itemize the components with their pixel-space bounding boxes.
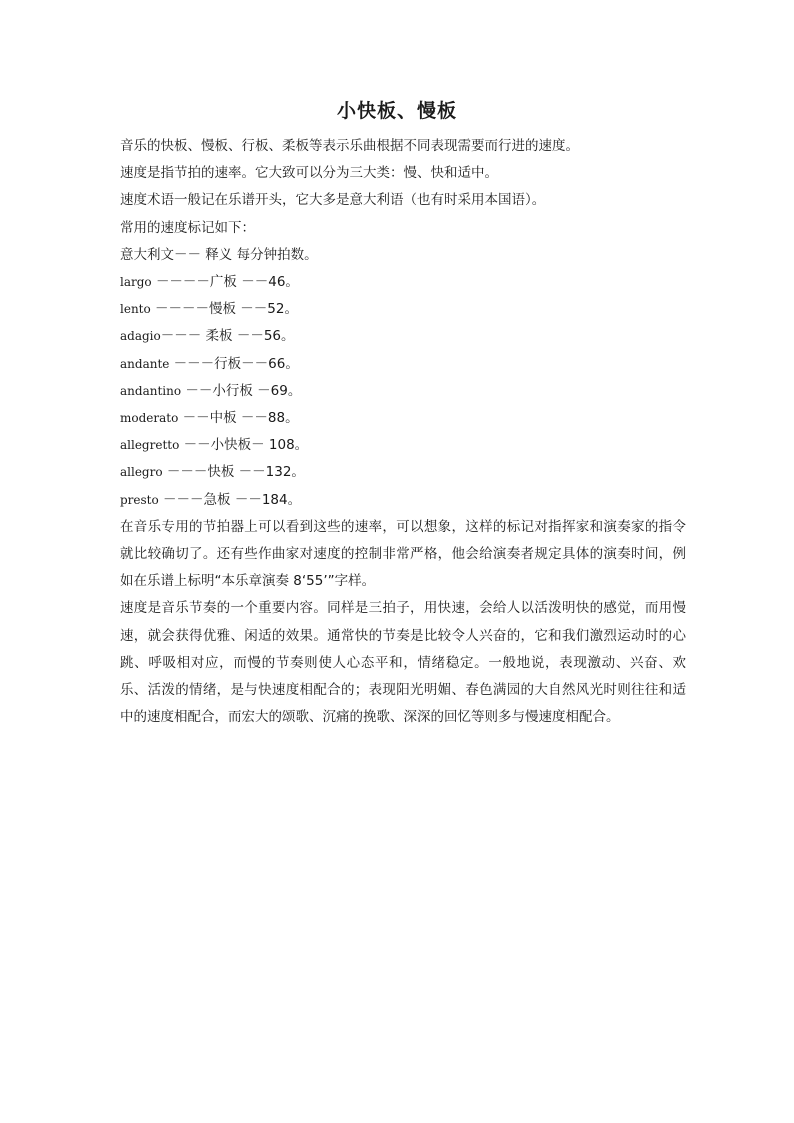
tempo-term: presto bbox=[120, 492, 159, 507]
intro-line: 速度术语一般记在乐谱开头，它大多是意大利语（也有时采用本国语）。 bbox=[120, 192, 546, 209]
tempo-term: adagio bbox=[120, 329, 161, 344]
tempo-row bbox=[120, 459, 686, 486]
tempo-term: largo bbox=[120, 275, 152, 290]
intro-line: 速度是指节拍的速率。它大致可以分为三大类：慢、快和适中。 bbox=[120, 165, 498, 182]
tempo-description: －－－快板 －－132。 bbox=[166, 464, 305, 481]
tempo-row bbox=[120, 323, 686, 350]
tempo-term: andantino bbox=[120, 383, 182, 398]
document-body bbox=[120, 133, 686, 731]
tempo-term: lento bbox=[120, 302, 151, 317]
tempo-description: －－中板 －－88。 bbox=[182, 410, 299, 427]
tempo-description: －－－行板－－66。 bbox=[173, 355, 299, 372]
intro-line: 音乐的快板、慢板、行板、柔板等表示乐曲根据不同表现需要而行进的速度。 bbox=[120, 138, 579, 154]
tempo-description: －－－ 柔板 －－56。 bbox=[160, 328, 295, 345]
tempo-term: moderato bbox=[120, 411, 179, 426]
paragraph-metronome: 在音乐专用的节拍器上可以看到这些的速率，可以想象，这样的标记对指挥家和演奏家的指令就比较确切了。还有些作曲家对速度的控制非常严格，他会给演奏者规定具体的演奏时间，例如在乐谱上标明“本乐章演奏 8‘55’”字样。 bbox=[120, 518, 686, 590]
tempo-description: －－小行板 －69。 bbox=[185, 382, 302, 399]
tempo-row bbox=[120, 378, 686, 405]
tempo-row bbox=[120, 296, 686, 323]
paragraph-rhythm: 速度是音乐节奏的一个重要内容。同样是三拍子，用快速，会给人以活泼明快的感觉，而用慢速，就会获得优雅、闲适的效果。通常快的节奏是比较令人兴奋的，它和我们激烈运动时的心跳、呼吸相对应，而慢的节奏则使人心态平和，情绪稳定。一般地说，表现激动、兴奋、欢乐、活泼的情绪，是与快速度相配合的；表现阳光明媚、春色满园的大自然风光时则往往和适中的速度相配合，而宏大的颂歌、沉痛的挽歌、深深的回忆等则多与慢速度相配合。 bbox=[120, 600, 686, 726]
tempo-row bbox=[120, 269, 686, 296]
intro-line: 常用的速度标记如下： bbox=[120, 219, 255, 236]
tempo-description: －－－急板 －－184。 bbox=[163, 491, 302, 508]
tempo-table-header: 意大利文－－ 释义 每分钟拍数。 bbox=[120, 246, 318, 263]
tempo-term: allegretto bbox=[120, 438, 180, 453]
tempo-row bbox=[120, 405, 686, 432]
tempo-row bbox=[120, 351, 686, 378]
document-title: 小快板、慢板 bbox=[336, 100, 457, 122]
tempo-term: allegro bbox=[120, 465, 163, 480]
tempo-row bbox=[120, 432, 686, 459]
tempo-description: －－－－广板 －－46。 bbox=[155, 274, 299, 291]
tempo-description: －－－－慢板 －－52。 bbox=[155, 301, 298, 318]
tempo-row bbox=[120, 487, 686, 514]
tempo-description: －－小快板－ 108。 bbox=[183, 437, 309, 454]
tempo-term: andante bbox=[120, 356, 170, 371]
